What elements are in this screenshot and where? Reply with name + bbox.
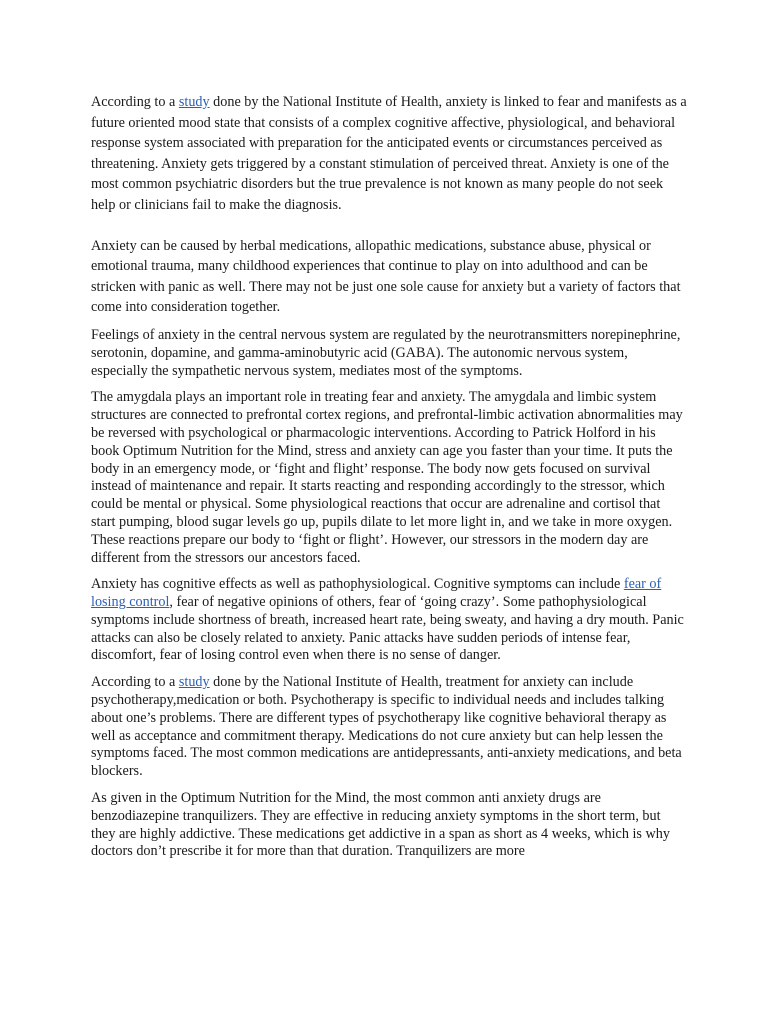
paragraph-1 — [91, 92, 687, 216]
paragraph-6-text-after: done by the National Institute of Health, treatment for anxiety can include psychotherapy,medication or both. Psychotherapy is specific to individual needs and includes talking about one’s problems. There are different types of psychotherapy like cognitive behavioral therapy as well as acceptance and commitment therapy. Medications do not cure anxiety but can help lessen the symptoms faced. The most common medications are antidepressants, anti-anxiety medications, and beta blockers. — [91, 674, 682, 780]
study-link-1[interactable]: study — [178, 94, 210, 110]
document-page — [91, 92, 687, 861]
paragraph-1-text-after: done by the National Institute of Health, anxiety is linked to fear and manifests as a future oriented mood state that consists of a complex cognitive affective, physiological, and behavioral response system associated with preparation for the anticipated events or circumstances perceived as threatening. Anxiety gets triggered by a constant stimulation of perceived threat. Anxiety is one of the most common psychiatric disorders but the true prevalence is not known as many people do not seek help or clinicians fail to make the diagnosis. — [91, 94, 687, 213]
fear-of-losing-control-link[interactable]: fear of losing control — [91, 576, 662, 611]
paragraph-5 — [91, 576, 687, 665]
paragraph-2: Anxiety can be caused by herbal medications, allopathic medications, substance abuse, physical or emotional trauma, many childhood experiences that continue to play on into adulthood and can be stricken with panic as well. There may not be just one sole cause for anxiety but a variety of factors that come into consideration together. — [91, 237, 681, 316]
paragraph-6-text-before: According to a — [91, 674, 179, 691]
paragraph-7: As given in the Optimum Nutrition for the Mind, the most common anti anxiety drugs are benzodiazepine tranquilizers. They are effective in reducing anxiety symptoms in the short term, but they are highly addictive. These medications get addictive in a span as short as 4 weeks, which is why doctors don’t prescribe it for more than that duration. Tranquilizers are more — [91, 790, 670, 860]
paragraph-3: Feelings of anxiety in the central nervous system are regulated by the neurotransmitters norepinephrine, serotonin, dopamine, and gamma-aminobutyric acid (GABA). The autonomic nervous system, especially the sympathetic nervous system, mediates most of the symptoms. — [91, 326, 681, 379]
paragraph-1-text-before: According to a — [91, 94, 179, 110]
paragraph-5-text-after: , fear of negative opinions of others, fear of ‘going crazy’. Some pathophysiological symptoms include shortness of breath, increased heart rate, being sweaty, and having a dry mouth. Panic attacks can also be closely related to anxiety. Panic attacks have sudden periods of intense fear, discomfort, fear of losing control even when there is no sense of danger. — [91, 594, 684, 664]
paragraph-5-text-before: Anxiety has cognitive effects as well as pathophysiological. Cognitive symptoms can include — [91, 576, 624, 593]
study-link-2[interactable]: study — [178, 674, 210, 691]
paragraph-4: The amygdala plays an important role in treating fear and anxiety. The amygdala and limbic system structures are connected to prefrontal cortex regions, and prefrontal-limbic activation abnormalities may be reversed with psychological or pharmacologic interventions. According to Patrick Holford in his book Optimum Nutrition for the Mind, stress and anxiety can age you faster than your time. It puts the body in an emergency mode, or ‘fight and flight’ response. The body now gets focused on survival instead of maintenance and repair. It starts reacting and responding accordingly to the stressor, which could be mental or physical. Some physiological reactions that occur are adrenaline and cortisol that start pumping, blood sugar levels go up, pupils dilate to let more light in, and we take in more oxygen. These reactions prepare our body to ‘fight or flight’. However, our stressors in the modern day are different from the stressors our ancestors faced. — [91, 389, 683, 566]
paragraph-6 — [91, 674, 687, 781]
